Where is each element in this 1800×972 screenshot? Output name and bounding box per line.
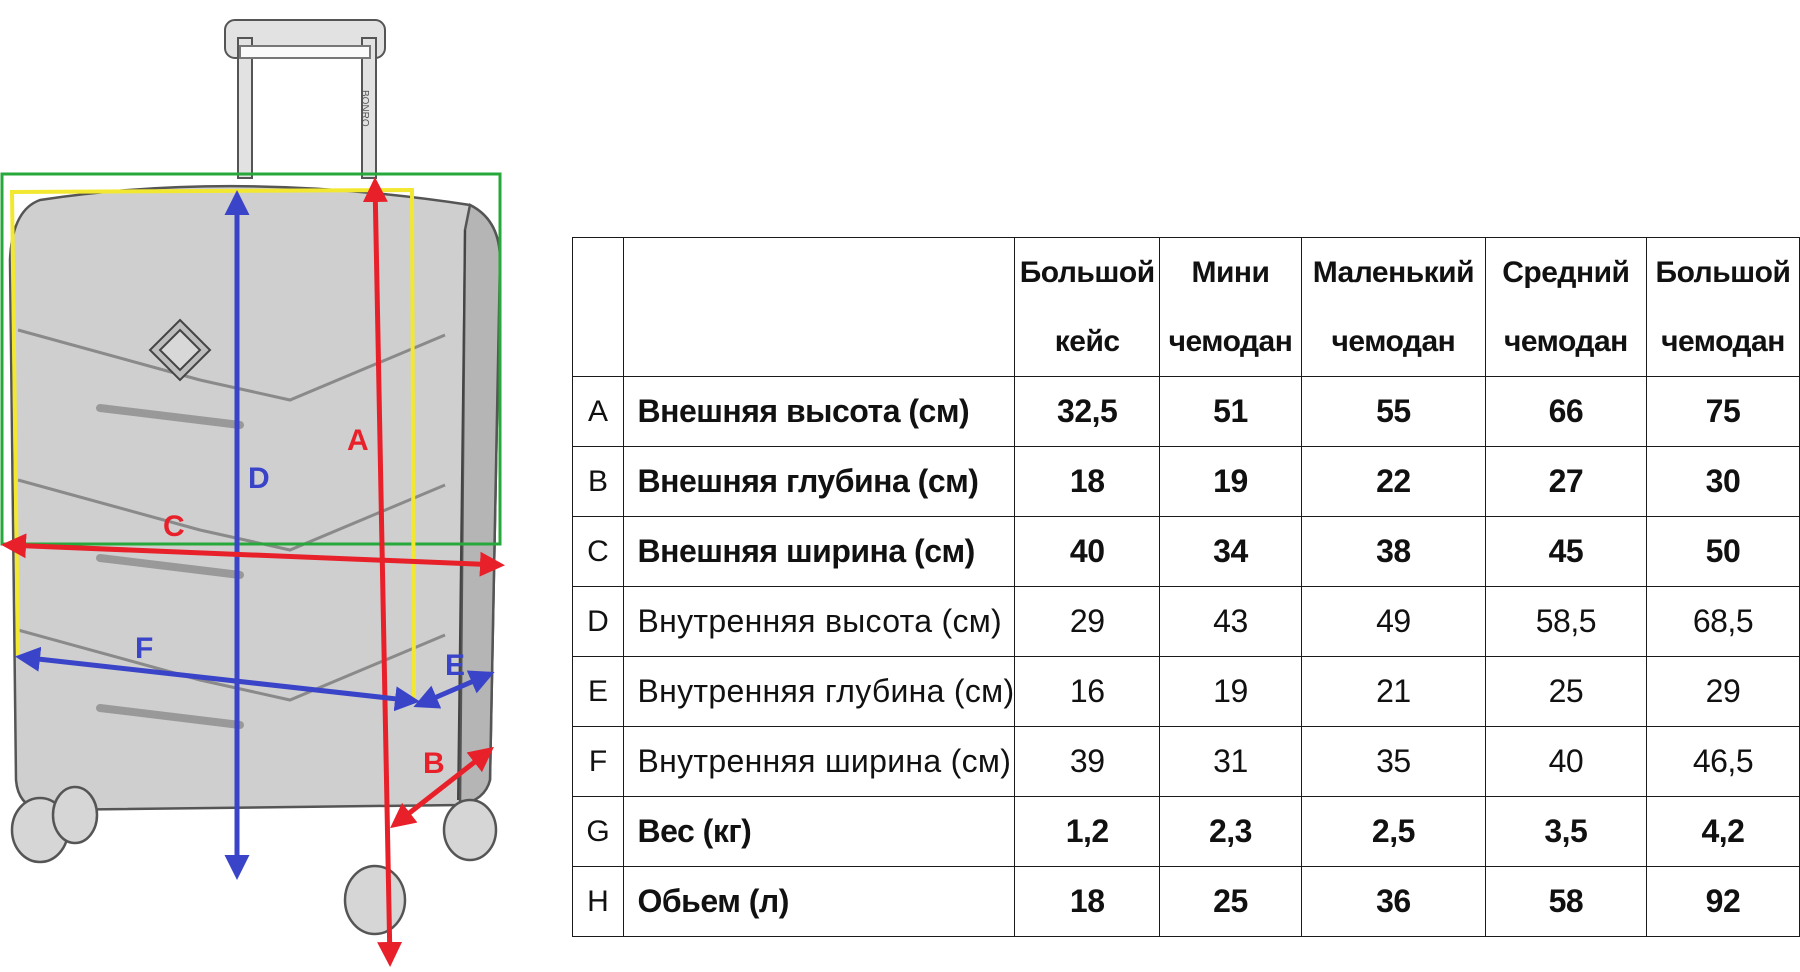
column-header: Большой кейс bbox=[1015, 238, 1160, 377]
row-letter: A bbox=[573, 377, 624, 447]
row-label: Обьем (л) bbox=[623, 867, 1015, 937]
table-cell: 4,2 bbox=[1646, 797, 1799, 867]
table-row bbox=[573, 797, 1800, 867]
table-cell: 39 bbox=[1015, 727, 1160, 797]
table-cell: 55 bbox=[1301, 377, 1485, 447]
table-cell: 32,5 bbox=[1015, 377, 1160, 447]
dimension-label-b: B bbox=[423, 747, 445, 780]
table-cell: 2,5 bbox=[1301, 797, 1485, 867]
table-cell: 66 bbox=[1485, 377, 1646, 447]
table-cell: 19 bbox=[1159, 657, 1301, 727]
dimension-label-d: D bbox=[248, 462, 270, 495]
table-row bbox=[573, 447, 1800, 517]
table-row bbox=[573, 517, 1800, 587]
dimension-label-c: C bbox=[163, 510, 185, 543]
row-label: Вес (кг) bbox=[623, 797, 1015, 867]
column-header: Средний чемодан bbox=[1485, 238, 1646, 377]
row-letter: D bbox=[573, 587, 624, 657]
table-cell: 31 bbox=[1159, 727, 1301, 797]
table-cell: 40 bbox=[1485, 727, 1646, 797]
dimension-label-f: F bbox=[135, 632, 154, 665]
table-cell: 38 bbox=[1301, 517, 1485, 587]
table-row bbox=[573, 657, 1800, 727]
table-cell: 36 bbox=[1301, 867, 1485, 937]
row-letter: B bbox=[573, 447, 624, 517]
table-cell: 27 bbox=[1485, 447, 1646, 517]
table-cell: 19 bbox=[1159, 447, 1301, 517]
column-header: Большой чемодан bbox=[1646, 238, 1799, 377]
row-label: Внешняя высота (см) bbox=[623, 377, 1015, 447]
row-label: Внутренняя глубина (см) bbox=[623, 657, 1015, 727]
dimension-label-e: E bbox=[445, 649, 466, 682]
handle-brand-text: BONRO bbox=[359, 90, 370, 127]
table-cell: 58,5 bbox=[1485, 587, 1646, 657]
table-cell: 46,5 bbox=[1646, 727, 1799, 797]
header-label-cell bbox=[623, 238, 1015, 377]
table-cell: 29 bbox=[1646, 657, 1799, 727]
table-cell: 2,3 bbox=[1159, 797, 1301, 867]
table-cell: 30 bbox=[1646, 447, 1799, 517]
row-label: Внутренняя ширина (см) bbox=[623, 727, 1015, 797]
row-letter: C bbox=[573, 517, 624, 587]
table-cell: 25 bbox=[1159, 867, 1301, 937]
table-row bbox=[573, 727, 1800, 797]
table-cell: 58 bbox=[1485, 867, 1646, 937]
table-cell: 49 bbox=[1301, 587, 1485, 657]
table-cell: 92 bbox=[1646, 867, 1799, 937]
row-letter: F bbox=[573, 727, 624, 797]
suitcase-wheels bbox=[12, 787, 496, 934]
suitcase-body bbox=[10, 186, 500, 810]
table-cell: 51 bbox=[1159, 377, 1301, 447]
column-header: Мини чемодан bbox=[1159, 238, 1301, 377]
row-label: Внешняя ширина (см) bbox=[623, 517, 1015, 587]
table-row bbox=[573, 587, 1800, 657]
table-row bbox=[573, 867, 1800, 937]
row-letter: E bbox=[573, 657, 624, 727]
dimension-label-a: A bbox=[347, 424, 369, 457]
table-cell: 35 bbox=[1301, 727, 1485, 797]
row-label: Внешняя глубина (см) bbox=[623, 447, 1015, 517]
suitcase-diagram bbox=[0, 0, 520, 972]
table-cell: 45 bbox=[1485, 517, 1646, 587]
table-cell: 40 bbox=[1015, 517, 1160, 587]
header-letter-cell bbox=[573, 238, 624, 377]
table-cell: 1,2 bbox=[1015, 797, 1160, 867]
table-cell: 25 bbox=[1485, 657, 1646, 727]
table-cell: 75 bbox=[1646, 377, 1799, 447]
table-cell: 29 bbox=[1015, 587, 1160, 657]
table-cell: 3,5 bbox=[1485, 797, 1646, 867]
table-cell: 21 bbox=[1301, 657, 1485, 727]
table-cell: 43 bbox=[1159, 587, 1301, 657]
row-letter: G bbox=[573, 797, 624, 867]
size-spec-table bbox=[572, 237, 1800, 937]
row-label: Внутренняя высота (см) bbox=[623, 587, 1015, 657]
table-row bbox=[573, 377, 1800, 447]
table-cell: 50 bbox=[1646, 517, 1799, 587]
table-cell: 22 bbox=[1301, 447, 1485, 517]
column-header: Маленький чемодан bbox=[1301, 238, 1485, 377]
table-cell: 16 bbox=[1015, 657, 1160, 727]
row-letter: H bbox=[573, 867, 624, 937]
table-cell: 18 bbox=[1015, 867, 1160, 937]
table-header-row bbox=[573, 238, 1800, 377]
table-cell: 18 bbox=[1015, 447, 1160, 517]
table-cell: 34 bbox=[1159, 517, 1301, 587]
table-cell: 68,5 bbox=[1646, 587, 1799, 657]
